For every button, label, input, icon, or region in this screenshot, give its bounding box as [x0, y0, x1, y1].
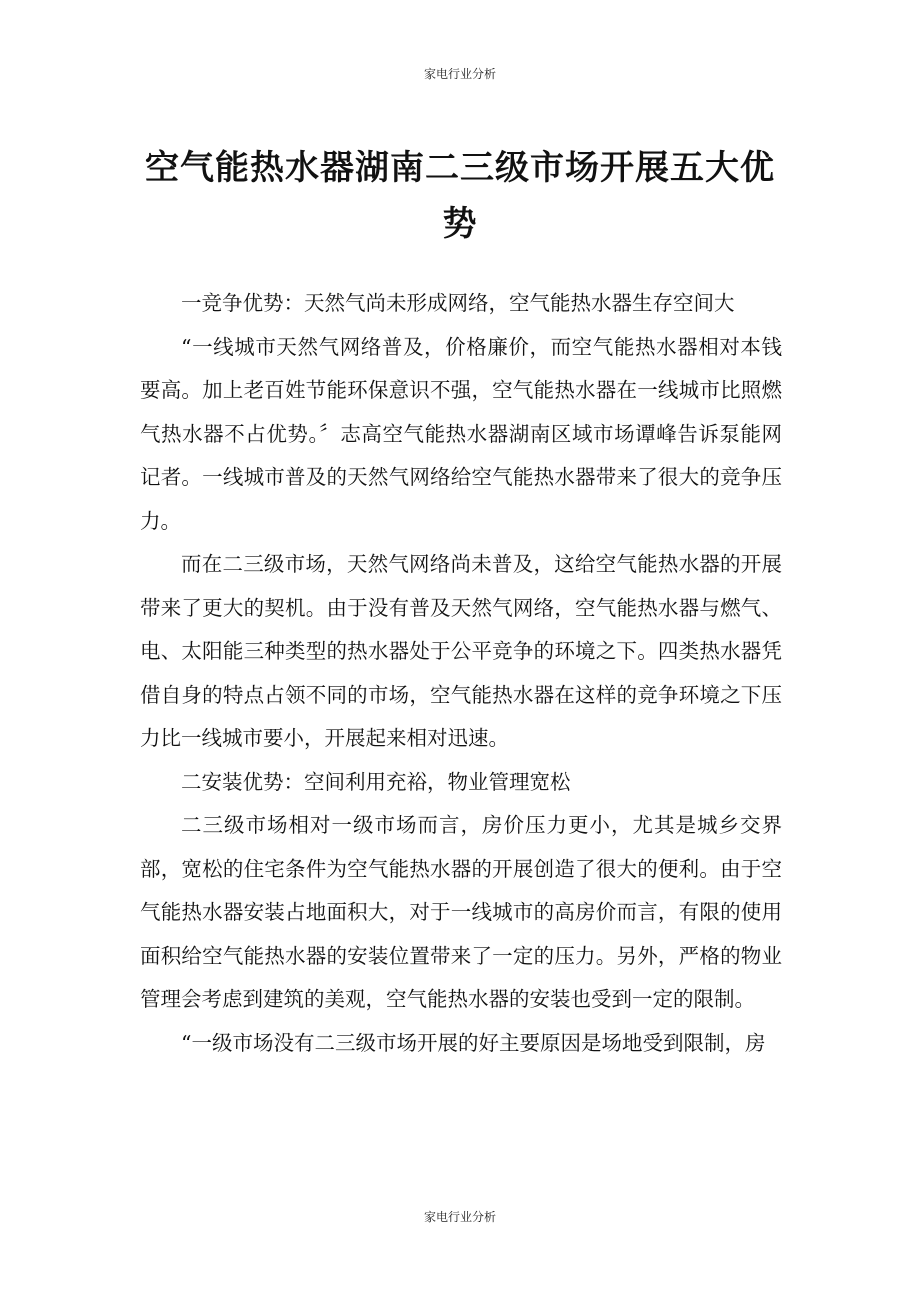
- section-heading-installation: 二安装优势：空间利用充裕，物业管理宽松: [181, 769, 571, 794]
- section-heading-competition: 一竞争优势：天然气尚未形成网络，空气能热水器生存空间大: [181, 291, 735, 315]
- paragraph: “一线城市天然气网络普及，价格廉价，而空气能热水器相对本钱要高。加上老百姓节能环保意识不强，空气能热水器在一线城市比照燃气热水器不占优势。〞志高空气能热水器湖南区域市场谭峰告诉泵能网记者。一线城市普及的天然气网络给空气能热水器带来了很大的竞争压力。: [140, 334, 782, 533]
- document-title: 空气能热水器湖南二三级市场开展五大优势: [145, 148, 775, 244]
- paragraph: “一级市场没有二三级市场开展的好主要原因是场地受到限制，房: [181, 1030, 766, 1055]
- paragraph: 而在二三级市场，天然气网络尚未普及，这给空气能热水器的开展带来了更大的契机。由于没有普及天然气网络，空气能热水器与燃气、电、太阳能三种类型的热水器处于公平竞争的环境之下。四类热水器凭借自身的特点占领不同的市场，空气能热水器在这样的竞争环境之下压力比一线城市要小，开展起来相对迅速。: [140, 552, 782, 750]
- document-body: [140, 282, 782, 1065]
- page-footer: 家电行业分析: [423, 1210, 496, 1224]
- page-header: 家电行业分析: [423, 67, 496, 81]
- paragraph: 二三级市场相对一级市场而言，房价压力更小，尤其是城乡交界部，宽松的住宅条件为空气能热水器的开展创造了很大的便利。由于空气能热水器安装占地面积大，对于一线城市的高房价而言，有限的使用面积给空气能热水器的安装位置带来了一定的压力。另外，严格的物业管理会考虑到建筑的美观，空气能热水器的安装也受到一定的限制。: [140, 813, 782, 1011]
